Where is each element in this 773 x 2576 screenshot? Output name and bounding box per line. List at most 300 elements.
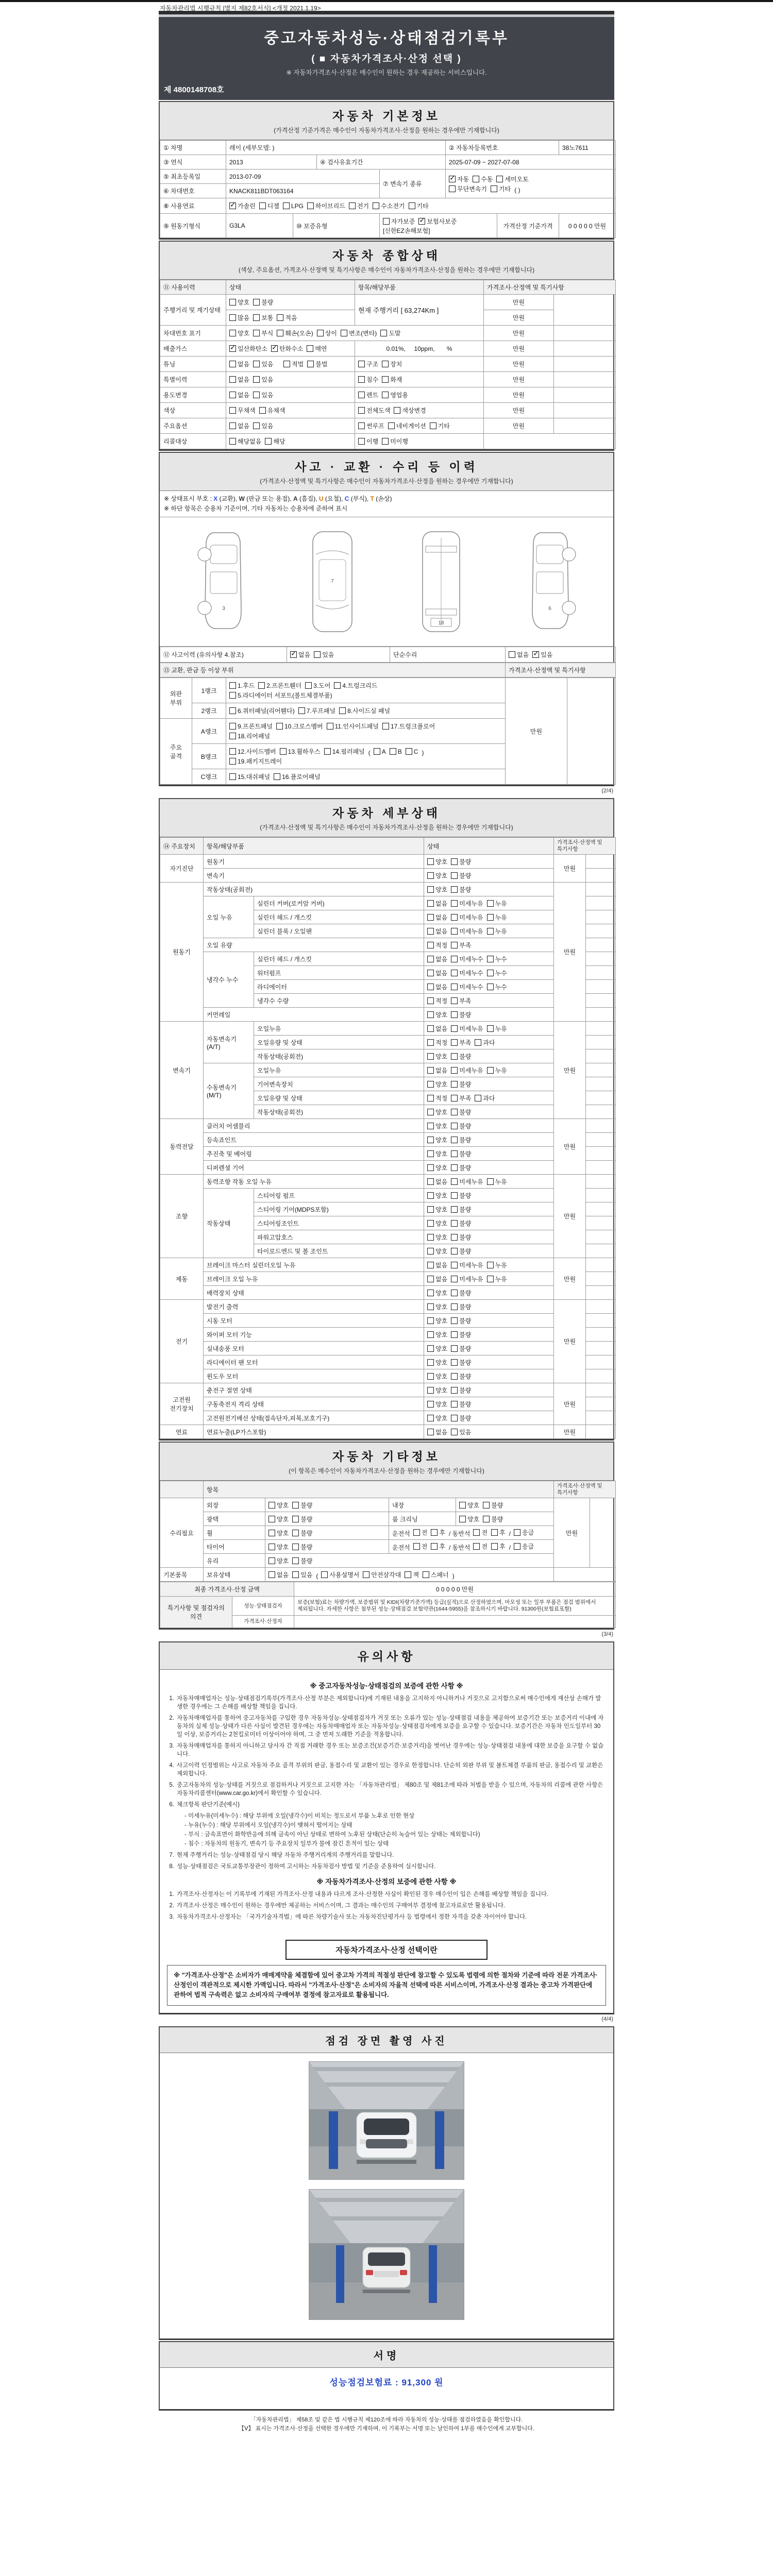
checkbox-불량[interactable] bbox=[451, 1191, 471, 1200]
checkbox-전체도색[interactable] bbox=[358, 406, 390, 415]
checkbox-보험사보증[interactable] bbox=[418, 217, 457, 226]
checkbox-미세누유[interactable] bbox=[451, 927, 483, 936]
section-subtitle: (가격산정 기준가격은 매수인이 자동차가격조사·산정을 원하는 경우에만 기재합니다) bbox=[274, 127, 499, 134]
checkbox-세미오토[interactable] bbox=[496, 175, 528, 183]
checkbox-불량[interactable] bbox=[451, 1316, 471, 1325]
checkbox-label: 없음 bbox=[435, 1428, 448, 1436]
checkbox-누유[interactable] bbox=[487, 1066, 507, 1075]
cell: 제동 bbox=[160, 1258, 204, 1300]
checkbox-양호[interactable] bbox=[427, 1219, 447, 1228]
checkbox-label: 잭 bbox=[413, 1571, 419, 1579]
checkbox-부족[interactable] bbox=[451, 996, 471, 1005]
checkbox-미세누유[interactable] bbox=[451, 899, 483, 908]
checkbox-미세누수[interactable] bbox=[451, 969, 483, 977]
checkbox-box bbox=[487, 900, 494, 907]
checkbox-box bbox=[451, 1164, 458, 1171]
checkbox-기타[interactable] bbox=[409, 201, 429, 210]
checkbox-응급[interactable] bbox=[514, 1528, 534, 1537]
cell bbox=[586, 924, 616, 938]
checkbox-box bbox=[253, 314, 260, 321]
checkbox-네비게이션[interactable] bbox=[388, 421, 426, 430]
checkbox-많음[interactable] bbox=[229, 313, 249, 322]
checkbox-안전삼각대[interactable] bbox=[363, 1570, 401, 1579]
checkbox-매연[interactable] bbox=[307, 344, 327, 353]
checkbox-이행[interactable] bbox=[358, 437, 378, 446]
checkbox-불량[interactable] bbox=[451, 1372, 471, 1381]
checkbox-누수[interactable] bbox=[487, 969, 507, 977]
checkbox-렌트[interactable] bbox=[358, 391, 378, 399]
checkbox-양호[interactable] bbox=[427, 1205, 447, 1214]
checkbox-누유[interactable] bbox=[487, 913, 507, 922]
checkbox-색상변경[interactable] bbox=[394, 406, 426, 415]
checkbox-전기[interactable] bbox=[349, 201, 369, 210]
checkbox-해당없음[interactable] bbox=[229, 437, 261, 446]
cell: 원동기 bbox=[160, 883, 204, 1022]
cell: 가격조사·산정액 및 특기사항 bbox=[554, 1481, 616, 1498]
checkbox-label: 훼손(오손) bbox=[285, 330, 313, 337]
notice-item bbox=[167, 1862, 606, 1871]
checkbox-7.루프패널[interactable] bbox=[298, 706, 335, 715]
checkbox-양호[interactable] bbox=[427, 1122, 447, 1130]
checkbox-없음[interactable] bbox=[229, 375, 249, 384]
checkbox-적음[interactable] bbox=[277, 313, 297, 322]
checkbox-양호[interactable] bbox=[268, 1529, 289, 1537]
checkbox-전[interactable] bbox=[473, 1542, 488, 1551]
option-text: ( ) bbox=[514, 186, 520, 194]
checkbox-B[interactable] bbox=[390, 748, 402, 755]
checkbox-양호[interactable] bbox=[427, 1302, 447, 1311]
checkbox-불량[interactable] bbox=[451, 1149, 471, 1158]
checkbox-label: 양호 bbox=[467, 1501, 480, 1509]
option-text: 운전석 bbox=[392, 1530, 410, 1537]
option-cell bbox=[424, 1314, 554, 1328]
checkbox-4.트렁크리드[interactable] bbox=[334, 681, 377, 690]
legend-label: (흠집), bbox=[297, 495, 319, 502]
checkbox-box bbox=[487, 984, 494, 990]
checkbox-불량[interactable] bbox=[451, 1080, 471, 1089]
checkbox-미이행[interactable] bbox=[382, 437, 408, 446]
checkbox-label: 양호 bbox=[277, 1529, 289, 1537]
checkbox-있음[interactable] bbox=[253, 391, 273, 399]
checkbox-양호[interactable] bbox=[427, 1163, 447, 1172]
checkbox-양호[interactable] bbox=[427, 1149, 447, 1158]
checkbox-누유[interactable] bbox=[487, 927, 507, 936]
checkbox-양호[interactable] bbox=[427, 1010, 447, 1019]
checkbox-label: 16.플로어패널 bbox=[282, 773, 321, 781]
checkbox-A[interactable] bbox=[374, 748, 386, 755]
cell: 0 0 0 0 0 만원 bbox=[559, 214, 616, 238]
checkbox-box bbox=[496, 176, 503, 182]
checkbox-label: 전기 bbox=[357, 202, 369, 210]
checkbox-불량[interactable] bbox=[451, 1400, 471, 1409]
cell: B랭크 bbox=[192, 744, 226, 769]
checkbox-없음[interactable] bbox=[427, 982, 447, 991]
checkbox-미세누유[interactable] bbox=[451, 1261, 483, 1269]
checkbox-유채색[interactable] bbox=[259, 406, 285, 415]
checkbox-양호[interactable] bbox=[427, 1316, 447, 1325]
checkbox-label: LPG bbox=[291, 202, 304, 210]
option-cell bbox=[424, 1119, 554, 1133]
checkbox-있음[interactable] bbox=[253, 360, 273, 368]
checkbox-미세누유[interactable] bbox=[451, 1066, 483, 1075]
checkbox-label: 후 bbox=[439, 1529, 445, 1536]
checkbox-자동[interactable] bbox=[449, 175, 469, 183]
checkbox-불량[interactable] bbox=[292, 1529, 312, 1537]
checkbox-불량[interactable] bbox=[451, 1163, 471, 1172]
checkbox-box bbox=[430, 422, 436, 429]
option-cell bbox=[355, 387, 484, 403]
checkbox-미세누유[interactable] bbox=[451, 913, 483, 922]
notices-band bbox=[160, 1642, 613, 1670]
checkbox-없음[interactable] bbox=[268, 1570, 289, 1579]
option-cell bbox=[424, 1077, 554, 1091]
checkbox-양호[interactable] bbox=[427, 871, 447, 880]
checkbox-적정[interactable] bbox=[427, 1094, 447, 1103]
checkbox-불량[interactable] bbox=[451, 1414, 471, 1422]
checkbox-부족[interactable] bbox=[451, 941, 471, 950]
checkbox-있음[interactable] bbox=[253, 421, 273, 430]
checkbox-불량[interactable] bbox=[451, 1136, 471, 1144]
checkbox-box bbox=[451, 1359, 458, 1366]
checkbox-6.쿼터패널(리어휀다)[interactable] bbox=[229, 706, 295, 715]
checkbox-양호[interactable] bbox=[268, 1515, 289, 1523]
checkbox-3.도어[interactable] bbox=[305, 681, 330, 690]
checkbox-일산화탄소[interactable] bbox=[229, 344, 267, 353]
other-info-section bbox=[159, 1442, 614, 1630]
checkbox-box bbox=[327, 723, 333, 730]
checkbox-누유[interactable] bbox=[487, 899, 507, 908]
checkbox-있음[interactable] bbox=[314, 650, 334, 659]
checkbox-미세누수[interactable] bbox=[451, 955, 483, 963]
checkbox-누수[interactable] bbox=[487, 982, 507, 991]
checkbox-없음[interactable] bbox=[427, 1177, 447, 1186]
checkbox-없음[interactable] bbox=[427, 899, 447, 908]
checkbox-적정[interactable] bbox=[427, 941, 447, 950]
checkbox-불량[interactable] bbox=[451, 1108, 471, 1116]
checkbox-양호[interactable] bbox=[427, 1108, 447, 1116]
checkbox-양호[interactable] bbox=[229, 329, 249, 337]
checkbox-없음[interactable] bbox=[229, 421, 249, 430]
checkbox-box bbox=[483, 1502, 490, 1509]
checkbox-누수[interactable] bbox=[487, 955, 507, 963]
checkbox-없음[interactable] bbox=[427, 913, 447, 922]
checkbox-구조[interactable] bbox=[358, 360, 378, 368]
checkbox-후[interactable] bbox=[431, 1528, 445, 1537]
checkbox-불량[interactable] bbox=[292, 1543, 312, 1551]
cell: 2013-07-09 bbox=[226, 170, 380, 184]
option-text bbox=[277, 362, 280, 369]
checkbox-11.인사이드패널[interactable] bbox=[327, 722, 379, 731]
checkbox-양호[interactable] bbox=[427, 1386, 447, 1395]
checkbox-미세누유[interactable] bbox=[451, 1275, 483, 1283]
checkbox-box bbox=[451, 1053, 458, 1060]
checkbox-썬루프[interactable] bbox=[358, 421, 384, 430]
checkbox-box bbox=[427, 1387, 434, 1394]
checkbox-C[interactable] bbox=[406, 748, 418, 755]
checkbox-box bbox=[427, 984, 434, 990]
checkbox-양호[interactable] bbox=[427, 1330, 447, 1339]
notice-text: 자동차매매업자를 통하여 중고자동차를 구입한 경우 자동차성능·상태점검자가 거짓 또는 오류가 있는 성능·상태점검 내용을 제공하여 보증기간 또는 보증거리 이내에 자동차의 실제 성능·상태가 다른 사실이 발견된 경우에는 자동차매매업자 또는 자동차성능·상태점검자에게 보증을 요구할 수 있습니다. 보증기간은 자동차 인도일부터 30일 이상, 보증거리는 2천킬로미터 이상이어야 하며, 그 중 먼저 도래한 기준을 적용합니다. bbox=[177, 1715, 604, 1738]
checkbox-없음[interactable] bbox=[229, 391, 249, 399]
checkbox-label: 전 bbox=[421, 1543, 428, 1550]
checkbox-불량[interactable] bbox=[292, 1515, 312, 1523]
checkbox-양호[interactable] bbox=[427, 1358, 447, 1367]
checkbox-불량[interactable] bbox=[451, 857, 471, 866]
checkbox-label: 불량 bbox=[459, 1317, 472, 1325]
checkbox-label: 누유 bbox=[495, 913, 507, 921]
checkbox-불량[interactable] bbox=[483, 1515, 503, 1523]
checkbox-불량[interactable] bbox=[451, 1052, 471, 1061]
checkbox-양호[interactable] bbox=[459, 1501, 479, 1510]
checkbox-8.사이드실 패널[interactable] bbox=[339, 706, 390, 715]
checkbox-전[interactable] bbox=[473, 1528, 488, 1537]
checkbox-18.리어패널[interactable] bbox=[229, 732, 270, 740]
checkbox-화재[interactable] bbox=[382, 375, 402, 384]
checkbox-없음[interactable] bbox=[427, 1066, 447, 1075]
checkbox-양호[interactable] bbox=[268, 1543, 289, 1551]
checkbox-적정[interactable] bbox=[427, 996, 447, 1005]
checkbox-box bbox=[292, 1571, 299, 1578]
checkbox-미세누수[interactable] bbox=[451, 982, 483, 991]
checkbox-스패너[interactable] bbox=[423, 1570, 449, 1579]
checkbox-불량[interactable] bbox=[451, 1302, 471, 1311]
option-text: 운전석 bbox=[392, 1544, 410, 1551]
checkbox-양호[interactable] bbox=[427, 1344, 447, 1353]
checkbox-label: 6.쿼터패널(리어휀다) bbox=[238, 707, 295, 715]
checkbox-불량[interactable] bbox=[451, 885, 471, 894]
checkbox-불량[interactable] bbox=[451, 1122, 471, 1130]
cell: ⑦ 변속기 종류 bbox=[380, 170, 446, 198]
checkbox-과다[interactable] bbox=[475, 1094, 495, 1103]
checkbox-16.플로어패널[interactable] bbox=[274, 772, 321, 781]
checkbox-불량[interactable] bbox=[451, 1247, 471, 1256]
checkbox-도말[interactable] bbox=[380, 329, 400, 337]
checkbox-누유[interactable] bbox=[487, 1261, 507, 1269]
comprehensive-band bbox=[160, 242, 613, 280]
checkbox-응급[interactable] bbox=[514, 1542, 534, 1551]
checkbox-무단변속기[interactable] bbox=[449, 184, 487, 193]
checkbox-box bbox=[451, 1317, 458, 1324]
checkbox-2.프론트휀더[interactable] bbox=[258, 681, 301, 690]
checkbox-5.라디에이터 서포트(볼트체결부품)[interactable] bbox=[229, 691, 332, 700]
checkbox-없음[interactable] bbox=[427, 969, 447, 977]
checkbox-있음[interactable] bbox=[451, 1428, 471, 1436]
checkbox-후[interactable] bbox=[491, 1528, 506, 1537]
cell: A랭크 bbox=[192, 719, 226, 744]
checkbox-사용설명서[interactable] bbox=[321, 1570, 359, 1579]
checkbox-누유[interactable] bbox=[487, 1275, 507, 1283]
checkbox-자가보증[interactable] bbox=[383, 217, 415, 226]
checkbox-부족[interactable] bbox=[451, 1038, 471, 1047]
checkbox-기타[interactable] bbox=[491, 184, 511, 193]
checkbox-침수[interactable] bbox=[358, 375, 378, 384]
cell: 브레이크 오일 누유 bbox=[204, 1272, 424, 1286]
checkbox-10.크로스멤버[interactable] bbox=[276, 722, 323, 731]
checkbox-box bbox=[276, 723, 283, 730]
cell: 성능·상태점검자 bbox=[232, 1597, 294, 1616]
cell bbox=[554, 418, 616, 434]
option-cell bbox=[226, 678, 506, 703]
checkbox-부식[interactable] bbox=[253, 329, 273, 337]
checkbox-label: 양호 bbox=[435, 872, 448, 879]
checkbox-label: 양호 bbox=[435, 1414, 448, 1422]
checkbox-양호[interactable] bbox=[427, 1289, 447, 1297]
checkbox-9.프론트패널[interactable] bbox=[229, 722, 273, 731]
checkbox-양호[interactable] bbox=[427, 1080, 447, 1089]
checkbox-기타[interactable] bbox=[430, 421, 450, 430]
checkbox-적정[interactable] bbox=[427, 1038, 447, 1047]
checkbox-수동[interactable] bbox=[473, 175, 493, 183]
checkbox-label: 불량 bbox=[300, 1529, 313, 1537]
checkbox-box bbox=[388, 422, 395, 429]
checkbox-LPG[interactable] bbox=[283, 202, 304, 210]
legend-label: (판금 또는 용접), bbox=[244, 495, 294, 502]
checkbox-label: 누수 bbox=[495, 983, 507, 991]
checkbox-있음[interactable] bbox=[532, 650, 552, 659]
checkbox-box bbox=[451, 1206, 458, 1213]
checkbox-무채색[interactable] bbox=[229, 406, 256, 415]
checkbox-후[interactable] bbox=[431, 1542, 445, 1551]
cell: 실린더 커버(로커암 커버) bbox=[254, 896, 424, 910]
checkbox-양호[interactable] bbox=[427, 885, 447, 894]
checkbox-미세누유[interactable] bbox=[451, 1177, 483, 1186]
checkbox-양호[interactable] bbox=[268, 1501, 289, 1510]
checkbox-19.패키지트레이[interactable] bbox=[229, 757, 282, 766]
cell: ⑭ 주요장치 bbox=[160, 838, 204, 855]
checkbox-label: 양호 bbox=[277, 1543, 289, 1551]
checkbox-불량[interactable] bbox=[451, 1386, 471, 1395]
checkbox-양호[interactable] bbox=[427, 857, 447, 866]
checkbox-양호[interactable] bbox=[229, 298, 249, 307]
checkbox-box bbox=[358, 376, 365, 383]
checkbox-상이[interactable] bbox=[317, 329, 337, 337]
checkbox-디젤[interactable] bbox=[259, 201, 279, 210]
checkbox-없음[interactable] bbox=[509, 650, 529, 659]
checkbox-있음[interactable] bbox=[292, 1570, 312, 1579]
checkbox-불량[interactable] bbox=[451, 1344, 471, 1353]
checkbox-box bbox=[259, 202, 266, 209]
checkbox-양호[interactable] bbox=[268, 1556, 289, 1565]
checkbox-box bbox=[475, 1095, 481, 1101]
checkbox-양호[interactable] bbox=[427, 1191, 447, 1200]
option-cell bbox=[424, 896, 554, 910]
checkbox-불량[interactable] bbox=[292, 1501, 312, 1510]
checkbox-전[interactable] bbox=[413, 1528, 428, 1537]
checkbox-장치[interactable] bbox=[382, 360, 402, 368]
checkbox-없음[interactable] bbox=[427, 1275, 447, 1283]
checkbox-불량[interactable] bbox=[253, 298, 273, 307]
checkbox-전[interactable] bbox=[413, 1542, 428, 1551]
cell: 클러치 어셈블리 bbox=[204, 1119, 424, 1133]
checkbox-불량[interactable] bbox=[451, 1010, 471, 1019]
checkbox-box bbox=[382, 438, 389, 445]
checkbox-15.대쉬패널[interactable] bbox=[229, 772, 270, 781]
checkbox-보통[interactable] bbox=[253, 313, 273, 322]
checkbox-미세누유[interactable] bbox=[451, 1024, 483, 1033]
notice-number: 1. bbox=[169, 1696, 174, 1702]
checkbox-불량[interactable] bbox=[483, 1501, 503, 1510]
checkbox-없음[interactable] bbox=[427, 1261, 447, 1269]
checkbox-불량[interactable] bbox=[451, 1205, 471, 1214]
checkbox-불량[interactable] bbox=[451, 1330, 471, 1339]
checkbox-box bbox=[487, 1262, 494, 1268]
checkbox-label: 불량 bbox=[459, 1150, 472, 1158]
checkbox-훼손(오손)[interactable] bbox=[277, 329, 313, 337]
cell bbox=[586, 1369, 616, 1383]
checkbox-양호[interactable] bbox=[427, 1136, 447, 1144]
cell: 타이로드엔드 및 볼 조인트 bbox=[254, 1244, 424, 1258]
checkbox-불량[interactable] bbox=[292, 1556, 312, 1565]
checkbox-1.후드[interactable] bbox=[229, 681, 255, 690]
option-text: / 동반석 bbox=[448, 1544, 470, 1551]
checkbox-후[interactable] bbox=[491, 1542, 506, 1551]
checkbox-box bbox=[259, 407, 266, 414]
checkbox-불량[interactable] bbox=[451, 871, 471, 880]
cell: 특별이력 bbox=[160, 372, 226, 387]
checkbox-box bbox=[427, 886, 434, 893]
checkbox-잭[interactable] bbox=[405, 1570, 419, 1579]
checkbox-없음[interactable] bbox=[427, 927, 447, 936]
checkbox-12.사이드멤버[interactable] bbox=[229, 747, 276, 756]
checkbox-양호[interactable] bbox=[459, 1515, 479, 1523]
checkbox-양호[interactable] bbox=[427, 1372, 447, 1381]
checkbox-누유[interactable] bbox=[487, 1177, 507, 1186]
option-cell bbox=[226, 310, 355, 326]
checkbox-불량[interactable] bbox=[451, 1289, 471, 1297]
checkbox-불량[interactable] bbox=[451, 1233, 471, 1242]
checkbox-14.필러패널[interactable] bbox=[324, 747, 365, 756]
section-title: 자동차 기본정보 bbox=[332, 109, 441, 123]
notice-text: 성능·상태점검은 국토교통부장관이 정하여 고시하는 자동차검사 방법 및 기준을 준용하여 실시합니다. bbox=[177, 1863, 436, 1870]
checkbox-적법[interactable] bbox=[283, 360, 304, 368]
checkbox-box bbox=[427, 858, 434, 865]
checkbox-17.트렁크플로어[interactable] bbox=[382, 722, 435, 731]
option-cell bbox=[226, 719, 506, 744]
checkbox-과다[interactable] bbox=[475, 1038, 495, 1047]
checkbox-해당[interactable] bbox=[265, 437, 285, 446]
checkbox-불법[interactable] bbox=[307, 360, 327, 368]
checkbox-없음[interactable] bbox=[427, 955, 447, 963]
checkbox-양호[interactable] bbox=[427, 1414, 447, 1422]
checkbox-하이브리드[interactable] bbox=[307, 201, 345, 210]
checkbox-불량[interactable] bbox=[451, 1219, 471, 1228]
checkbox-영업용[interactable] bbox=[382, 391, 408, 399]
option-cell bbox=[265, 1554, 554, 1568]
checkbox-양호[interactable] bbox=[427, 1233, 447, 1242]
checkbox-없음[interactable] bbox=[427, 1024, 447, 1033]
checkbox-탄화수소[interactable] bbox=[271, 344, 303, 353]
checkbox-있음[interactable] bbox=[253, 375, 273, 384]
checkbox-불량[interactable] bbox=[451, 1358, 471, 1367]
checkbox-없음[interactable] bbox=[290, 650, 310, 659]
checkbox-없음[interactable] bbox=[427, 1428, 447, 1436]
checkbox-box bbox=[451, 928, 458, 935]
checkbox-양호[interactable] bbox=[427, 1400, 447, 1409]
checkbox-가솔린[interactable] bbox=[229, 201, 256, 210]
section-title: 사고 · 교환 · 수리 등 이력 bbox=[295, 460, 478, 473]
checkbox-양호[interactable] bbox=[427, 1247, 447, 1256]
checkbox-양호[interactable] bbox=[427, 1052, 447, 1061]
checkbox-변조(변타)[interactable] bbox=[341, 329, 377, 337]
checkbox-box bbox=[229, 438, 236, 445]
checkbox-수소전기[interactable] bbox=[373, 201, 405, 210]
checkbox-없음[interactable] bbox=[229, 360, 249, 368]
checkbox-누유[interactable] bbox=[487, 1024, 507, 1033]
checkbox-13.휠하우스[interactable] bbox=[280, 747, 321, 756]
checkbox-부족[interactable] bbox=[451, 1094, 471, 1103]
checkbox-label: 불량 bbox=[459, 1386, 472, 1394]
checkbox-label: 불량 bbox=[459, 1233, 472, 1241]
